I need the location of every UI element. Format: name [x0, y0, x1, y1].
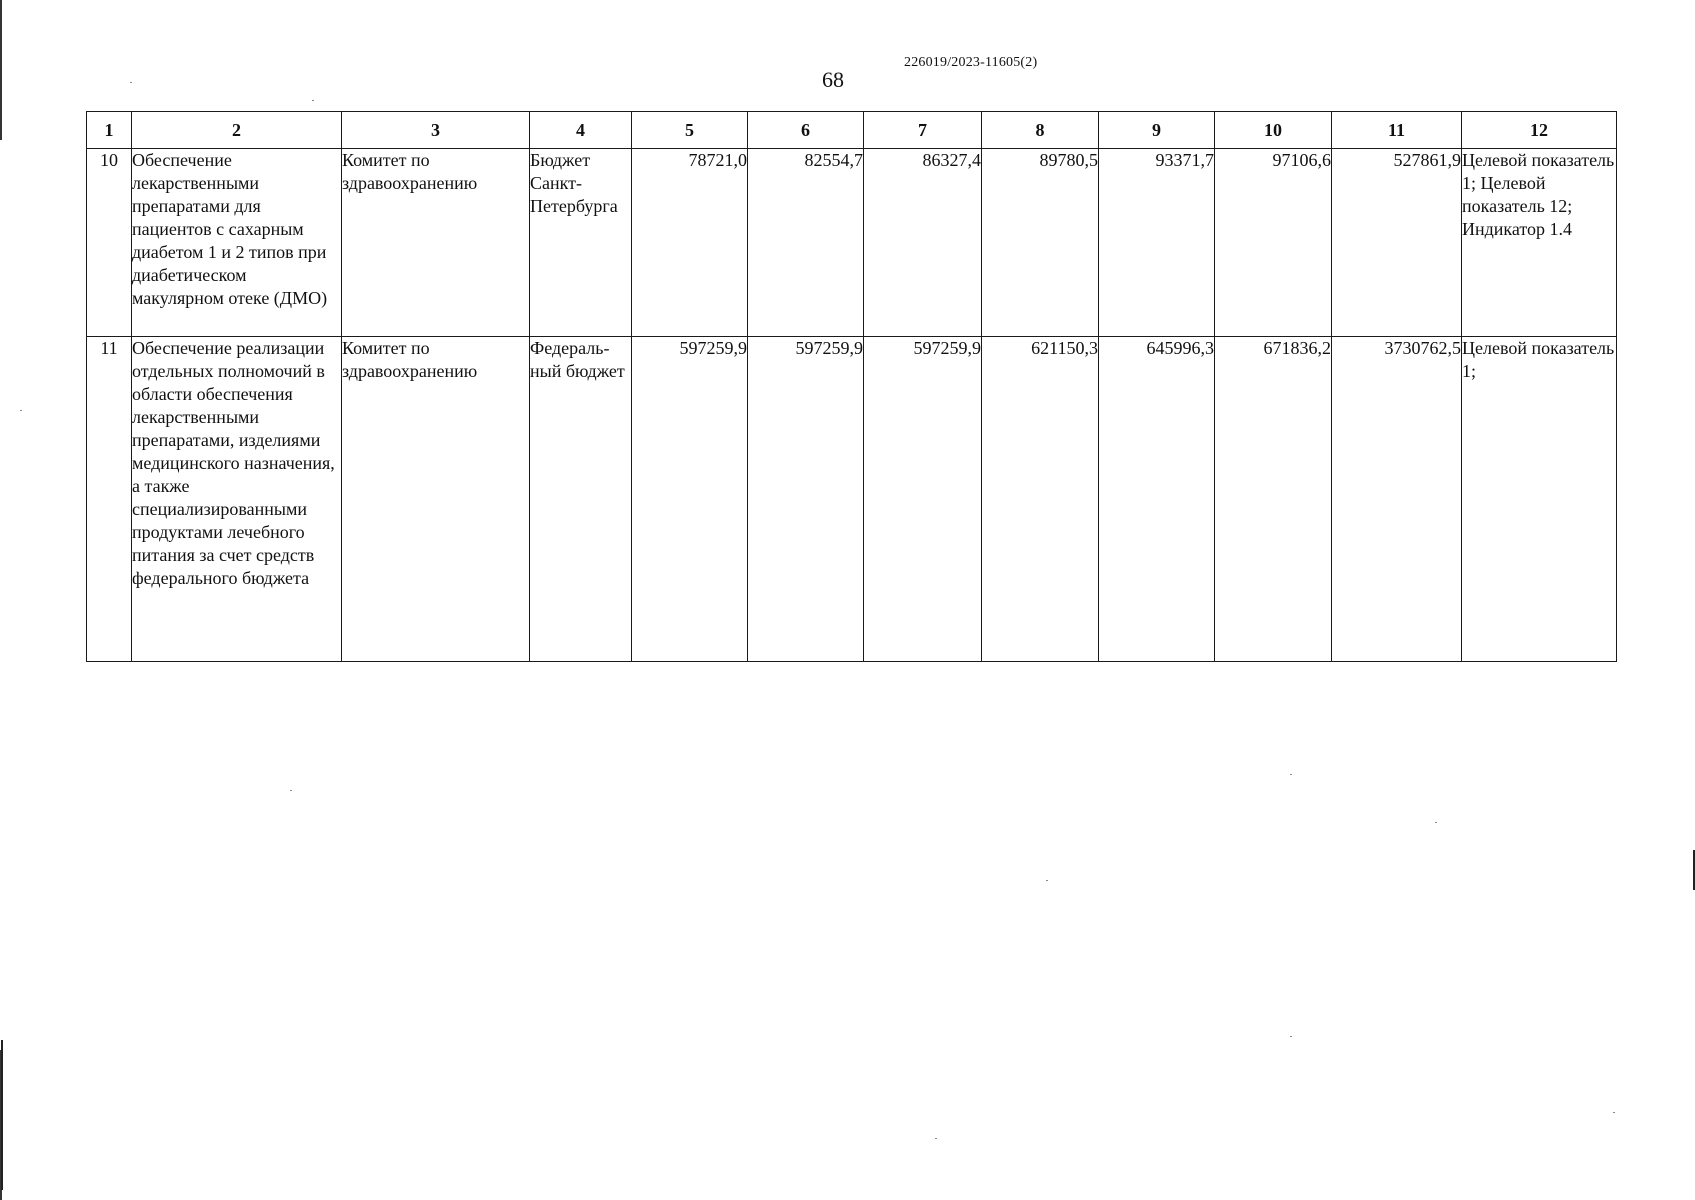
amount-cell: 86327,4: [864, 149, 982, 337]
scan-speck: [312, 100, 314, 101]
amount-cell: 597259,9: [632, 337, 748, 662]
page-number: 68: [822, 67, 844, 92]
column-header: 9: [1099, 112, 1215, 149]
column-header: 10: [1215, 112, 1332, 149]
indicators: Целевой показатель 1;: [1462, 337, 1617, 662]
scan-speck: [935, 1138, 937, 1139]
column-header: 7: [864, 112, 982, 149]
column-header: 3: [342, 112, 530, 149]
amount-cell: 89780,5: [982, 149, 1099, 337]
table-header-row: [87, 112, 1617, 149]
amount-cell: 597259,9: [864, 337, 982, 662]
column-header: 2: [132, 112, 342, 149]
measure-description: Обеспечение реализации отдельных полномочий в области обеспечения лекарственными препаратами, изделиями медицинского назначения, а также специализированными продуктами лечебного питания за счет средств федерального бюджета: [132, 337, 342, 662]
scan-speck: [1046, 880, 1048, 881]
column-header: 12: [1462, 112, 1617, 149]
executor: Комитет по здравоохранению: [342, 337, 530, 662]
budget-table: [86, 111, 1617, 662]
scan-speck: [130, 82, 132, 83]
document-registration-number: 226019/2023-11605(2): [904, 55, 1038, 70]
amount-cell: 78721,0: [632, 149, 748, 337]
scan-speck: [1613, 1112, 1615, 1113]
column-header: 8: [982, 112, 1099, 149]
scan-speck: [1290, 774, 1292, 775]
scan-speck: [1435, 822, 1437, 823]
funding-source: Федераль-ный бюджет: [530, 337, 632, 662]
amount-cell: 82554,7: [748, 149, 864, 337]
scan-speck: [290, 790, 292, 791]
column-header: 6: [748, 112, 864, 149]
total-amount-cell: 527861,9: [1332, 149, 1462, 337]
amount-cell: 671836,2: [1215, 337, 1332, 662]
scan-left-edge: [0, 0, 5, 1200]
funding-source: Бюджет Санкт-Петербурга: [530, 149, 632, 337]
column-header: 1: [87, 112, 132, 149]
column-header: 5: [632, 112, 748, 149]
measure-description: Обеспечение лекарственными препаратами для пациентов с сахарным диабетом 1 и 2 типов при диабетическом макулярном отеке (ДМО): [132, 149, 342, 337]
scan-speck: [20, 410, 22, 411]
amount-cell: 645996,3: [1099, 337, 1215, 662]
amount-cell: 93371,7: [1099, 149, 1215, 337]
amount-cell: 621150,3: [982, 337, 1099, 662]
executor: Комитет по здравоохранению: [342, 149, 530, 337]
indicators: Целевой показатель 1; Целевой показатель 12; Индикатор 1.4: [1462, 149, 1617, 337]
scan-left-edge-lower: [1, 1040, 3, 1190]
row-number: 10: [87, 149, 132, 337]
table-row: [87, 149, 1617, 337]
amount-cell: 97106,6: [1215, 149, 1332, 337]
column-header: 4: [530, 112, 632, 149]
total-amount-cell: 3730762,5: [1332, 337, 1462, 662]
scan-speck: [1290, 1036, 1292, 1037]
column-header: 11: [1332, 112, 1462, 149]
amount-cell: 597259,9: [748, 337, 864, 662]
row-number: 11: [87, 337, 132, 662]
table-row: [87, 337, 1617, 662]
